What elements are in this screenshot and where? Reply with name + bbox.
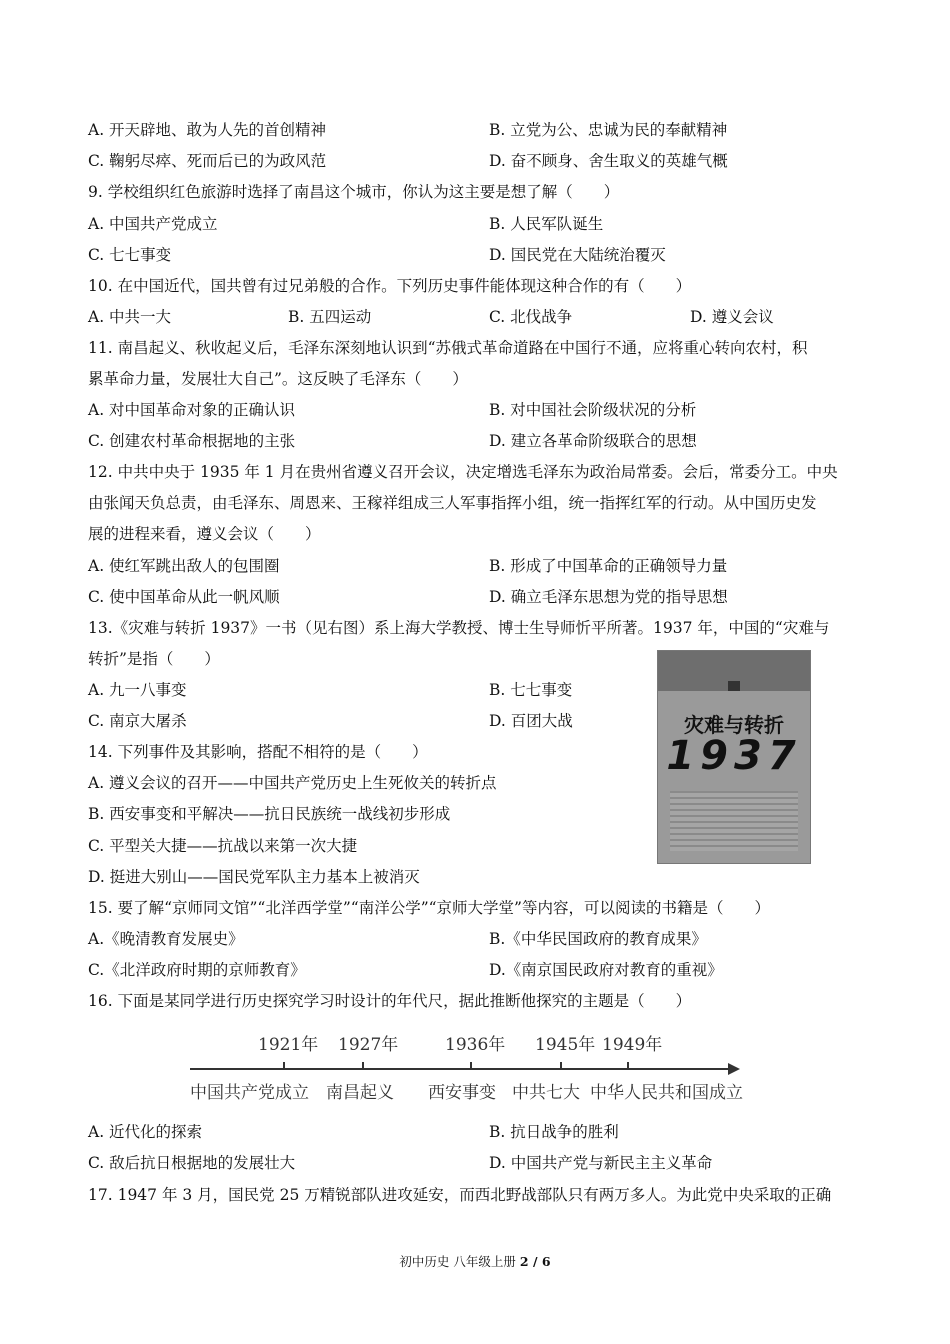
timeline-event: 中共七大: [512, 1083, 580, 1103]
timeline-year: 1927年: [338, 1035, 399, 1055]
timeline-tick: [560, 1062, 562, 1070]
timeline-tick: [627, 1062, 629, 1070]
page-number: 2 / 6: [519, 1254, 551, 1269]
timeline-year: 1921年: [258, 1035, 319, 1055]
q15-option-d: D.《南京国民政府对教育的重视》: [489, 961, 723, 979]
timeline-arrow: [728, 1063, 740, 1075]
q12-option-c: C. 使中国革命从此一帆风顺: [88, 588, 280, 606]
page-footer: [0, 1252, 950, 1270]
q14-option-a: A. 遵义会议的召开——中国共产党历史上生死攸关的转折点: [88, 774, 497, 792]
q8-option-a: A. 开天辟地、敢为人先的首创精神: [88, 121, 327, 139]
book-cover-logo: [728, 681, 740, 691]
timeline-year: 1949年: [602, 1035, 663, 1055]
q14-option-d: D. 挺进大别山——国民党军队主力基本上被消灭: [88, 868, 420, 886]
q12-option-d: D. 确立毛泽东思想为党的指导思想: [489, 588, 728, 606]
q9-option-d: D. 国民党在大陆统治覆灭: [489, 246, 666, 264]
q13-option-c: C. 南京大屠杀: [88, 712, 187, 730]
q16-option-c: C. 敌后抗日根据地的发展壮大: [88, 1154, 296, 1172]
q16-option-a: A. 近代化的探索: [88, 1123, 203, 1141]
q11-option-d: D. 建立各革命阶级联合的思想: [489, 432, 697, 450]
q11-option-b: B. 对中国社会阶级状况的分析: [489, 401, 697, 419]
q9-stem: 9. 学校组织红色旅游时选择了南昌这个城市，你认为这主要是想了解（ ）: [88, 183, 620, 201]
q12-stem-line2: 由张闻天负总责，由毛泽东、周恩来、王稼祥组成三人军事指挥小组，统一指挥红军的行动。从中国历史发: [88, 494, 817, 512]
timeline-event: 西安事变: [428, 1083, 496, 1103]
q10-option-c: C. 北伐战争: [489, 308, 573, 326]
q9-option-a: A. 中国共产党成立: [88, 215, 218, 233]
q14-stem: 14. 下列事件及其影响，搭配不相符的是（ ）: [88, 743, 428, 761]
timeline-year: 1945年: [535, 1035, 596, 1055]
q12-option-a: A. 使红军跳出敌人的包围圈: [88, 557, 280, 575]
q13-option-a: A. 九一八事变: [88, 681, 187, 699]
q17-stem: 17. 1947 年 3 月，国民党 25 万精锐部队进攻延安，而西北野战部队只有两万多人。为此党中央采取的正确: [88, 1186, 832, 1204]
q14-option-c: C. 平型关大捷——抗战以来第一次大捷: [88, 837, 358, 855]
timeline-event: 南昌起义: [326, 1083, 394, 1103]
timeline-tick: [362, 1062, 364, 1070]
book-cover-text-block: [670, 791, 798, 851]
q11-stem-line1: 11. 南昌起义、秋收起义后，毛泽东深刻地认识到“苏俄式革命道路在中国行不通，应将重心转向农村，积: [88, 339, 808, 357]
q16-option-d: D. 中国共产党与新民主主义革命: [489, 1154, 713, 1172]
q11-option-a: A. 对中国革命对象的正确认识: [88, 401, 296, 419]
timeline-axis: [190, 1068, 730, 1070]
q14-option-b: B. 西安事变和平解决——抗日民族统一战线初步形成: [88, 805, 451, 823]
q13-option-b: B. 七七事变: [489, 681, 573, 699]
q8-option-c: C. 鞠躬尽瘁、死而后已的为政风范: [88, 152, 327, 170]
book-cover-title: 灾难与转折: [684, 713, 784, 737]
q12-stem-line1: 12. 中共中央于 1935 年 1 月在贵州省遵义召开会议，决定增选毛泽东为政治局常委。会后，常委分工。中央: [88, 463, 838, 481]
q15-option-a: A.《晚清教育发展史》: [88, 930, 244, 948]
q10-stem: 10. 在中国近代，国共曾有过兄弟般的合作。下列历史事件能体现这种合作的有（ ）: [88, 277, 692, 295]
q15-option-c: C.《北洋政府时期的京师教育》: [88, 961, 306, 979]
q16-option-b: B. 抗日战争的胜利: [489, 1123, 619, 1141]
q9-option-c: C. 七七事变: [88, 246, 172, 264]
timeline-tick: [283, 1062, 285, 1070]
book-cover-image: [657, 650, 811, 864]
q8-option-d: D. 奋不顾身、舍生取义的英雄气概: [489, 152, 728, 170]
q15-stem: 15. 要了解“京师同文馆”“北洋西学堂”“南洋公学”“京师大学堂”等内容，可以阅读的书籍是（ ）: [88, 899, 770, 917]
footer-label: 初中历史 八年级上册: [399, 1254, 516, 1269]
q13-stem-line2: 转折”是指（ ）: [88, 650, 220, 668]
q10-option-a: A. 中共一大: [88, 308, 172, 326]
timeline-year: 1936年: [445, 1035, 506, 1055]
q12-stem-line3: 展的进程来看，遵义会议（ ）: [88, 525, 321, 543]
q10-option-d: D. 遵义会议: [690, 308, 774, 326]
timeline-event: 中华人民共和国成立: [590, 1083, 743, 1103]
q11-option-c: C. 创建农村革命根据地的主张: [88, 432, 296, 450]
book-cover-year: 1937: [666, 733, 802, 779]
timeline-event: 中国共产党成立: [190, 1083, 309, 1103]
q16-stem: 16. 下面是某同学进行历史探究学习时设计的年代尺，据此推断他探究的主题是（ ）: [88, 992, 692, 1010]
q11-stem-line2: 累革命力量，发展壮大自己”。这反映了毛泽东（ ）: [88, 370, 468, 388]
q15-option-b: B.《中华民国政府的教育成果》: [489, 930, 707, 948]
timeline-ruler: [190, 1030, 760, 1110]
q13-option-d: D. 百团大战: [489, 712, 573, 730]
q8-option-b: B. 立党为公、忠诚为民的奉献精神: [489, 121, 728, 139]
q12-option-b: B. 形成了中国革命的正确领导力量: [489, 557, 728, 575]
q10-option-b: B. 五四运动: [288, 308, 372, 326]
timeline-tick: [470, 1062, 472, 1070]
q13-stem-line1: 13.《灾难与转折 1937》一书（见右图）系上海大学教授、博士生导师忻平所著。1937 年，中国的“灾难与: [88, 619, 830, 637]
q9-option-b: B. 人民军队诞生: [489, 215, 604, 233]
